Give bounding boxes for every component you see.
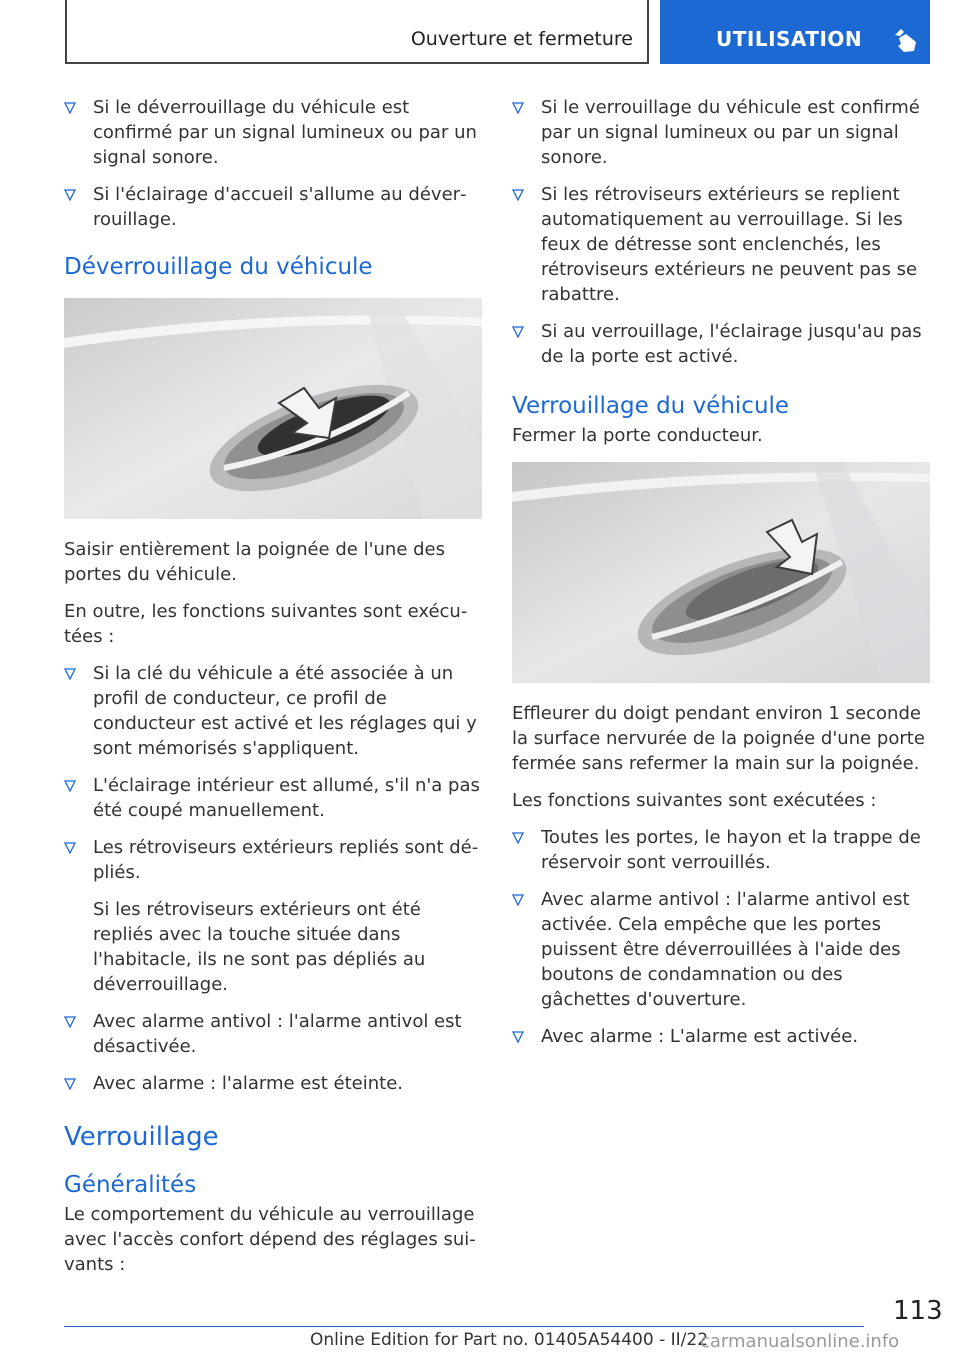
list-item: Toutes les portes, le hayon et la trappe de réservoir sont verrouillés. <box>512 825 930 875</box>
bullet-triangle-icon <box>512 326 524 338</box>
list-item-note: Si les rétroviseurs extérieurs ont été repliés avec la touche située dans l'habitacle, ils ne sont pas dépliés au déverrouillage. <box>93 899 426 995</box>
watermark: carmanualsonline.info <box>700 1331 900 1352</box>
list-item: Avec alarme antivol : l'alarme antivol est désactivée. <box>64 1009 482 1059</box>
bullet-triangle-icon <box>64 780 76 792</box>
list-item: Si le verrouillage du véhicule est confirmé par un signal lumineux ou par un signal sonore. <box>512 95 930 170</box>
list-item: Avec alarme : L'alarme est activée. <box>512 1024 930 1049</box>
bullet-triangle-icon <box>64 842 76 854</box>
paragraph: Effleurer du doigt pendant environ 1 seconde la surface nervurée de la poignée d'une porte fermée sans refermer la main sur la poignée. <box>512 703 925 774</box>
paragraph: Saisir entièrement la poignée de l'une des portes du véhicule. <box>64 539 446 585</box>
heading-general: Généralités <box>64 1172 197 1198</box>
bullet-triangle-icon <box>512 189 524 201</box>
bullet-triangle-icon <box>64 668 76 680</box>
door-handle-lock-photo <box>512 462 930 683</box>
list-item: Si l'éclairage d'accueil s'allume au déverrouillage. <box>64 182 482 232</box>
bullet-triangle-icon <box>64 102 76 114</box>
list-item: Si les rétroviseurs extérieurs se replient automatiquement au verrouillage. Si les feux de détresse sont enclenchés, les rétroviseurs extérieurs ne peuvent pas se rabattre. <box>512 182 930 307</box>
bullet-triangle-icon <box>512 102 524 114</box>
bullet-triangle-icon <box>64 189 76 201</box>
page-number: 113 <box>893 1296 943 1326</box>
left-column <box>64 95 482 1289</box>
bullet-triangle-icon <box>64 1078 76 1090</box>
bullet-triangle-icon <box>512 894 524 906</box>
list-item: Avec alarme : l'alarme est éteinte. <box>64 1071 482 1096</box>
header-section-title: Ouverture et fermeture <box>410 28 633 50</box>
pointing-hand-icon <box>892 26 918 54</box>
bullet-triangle-icon <box>512 832 524 844</box>
header-chapter-tab <box>660 0 930 64</box>
bullet-triangle-icon <box>64 1016 76 1028</box>
bullet-triangle-icon <box>512 1031 524 1043</box>
heading-lock-vehicle: Verrouillage du véhicule <box>512 393 790 419</box>
list-item: L'éclairage intérieur est allumé, s'il n'a pas été coupé manuellement. <box>64 773 482 823</box>
door-handle-unlock-photo <box>64 298 482 519</box>
paragraph: Les fonctions suivantes sont exécutées : <box>512 790 877 811</box>
paragraph: En outre, les fonctions suivantes sont exécutées : <box>64 601 468 647</box>
list-item: Si la clé du véhicule a été associée à un profil de conducteur, ce profil de conducteur est activé et les réglages qui y sont mémorisés s'appliquent. <box>64 661 482 761</box>
list-item: Si au verrouillage, l'éclairage jusqu'au pas de la porte est activé. <box>512 319 930 369</box>
header-section-box <box>65 0 649 64</box>
heading-unlock-vehicle: Déverrouillage du véhicule <box>64 254 373 280</box>
list-item: Si le déverrouillage du véhicule est confirmé par un signal lumineux ou par un signal sonore. <box>64 95 482 170</box>
header-chapter-title: UTILISATION <box>716 27 863 51</box>
paragraph: Fermer la porte conducteur. <box>512 425 763 446</box>
list-item: Les rétroviseurs extérieurs repliés sont dépliés. <box>64 835 482 885</box>
paragraph: Le comportement du véhicule au verrouillage avec l'accès confort dépend des réglages suivants : <box>64 1204 476 1275</box>
footer-divider <box>64 1326 864 1327</box>
right-column <box>512 95 930 1061</box>
list-item: Avec alarme antivol : l'alarme antivol est activée. Cela empêche que les portes puissent être déverrouillées à l'aide des boutons de condamnation ou des gâchettes d'ouverture. <box>512 887 930 1012</box>
footer-edition: Online Edition for Part no. 01405A54400 - II/22 <box>310 1330 709 1350</box>
heading-locking: Verrouillage <box>64 1122 219 1152</box>
